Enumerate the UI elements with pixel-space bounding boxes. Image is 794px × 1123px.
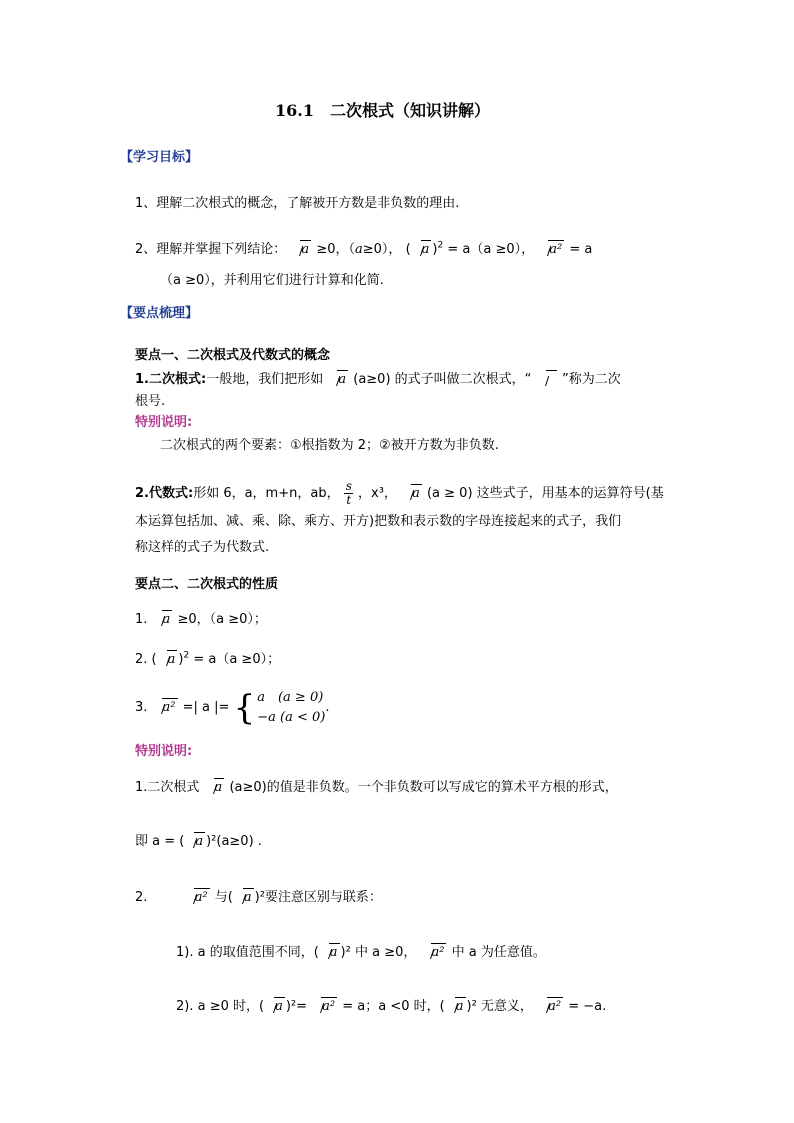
- def2: 2.代数式:形如 6，a，m+n，ab， $\frac{s}{t}$ ，x³， a (a ≥ 0) 这些式子，用基本的运算符号(基: [135, 479, 664, 508]
- goal-item-2-line2: （a ≥0），并利用它们进行计算和化简.: [160, 273, 384, 288]
- def1: 1.二次根式:一般地，我们把形如 a (a≥0) 的式子叫做二次根式，“ ”称为二次: [135, 372, 621, 387]
- def1-line2: 根号.: [135, 394, 166, 409]
- note2-item-2-2: 2). a ≥0 时，( a )²= a² = a；a <0 时，( a )² 无意义， a² = −a.: [176, 999, 607, 1014]
- note-label-2: 特别说明:: [135, 744, 193, 759]
- goal-item-2: 2、理解并掌握下列结论： a ≥0，（a≥0）， ( a )$^2$ = a（a ≥0）， a² = a: [135, 240, 593, 257]
- page-title: 16.1 二次根式（知识讲解）: [275, 101, 490, 120]
- note2-item-2: 2. a² 与( a )²要注意区别与联系：: [135, 890, 382, 905]
- note2-item-2-1: 1). a 的取值范围不同，( a )² 中 a ≥0， a² 中 a 为任意值。: [176, 945, 546, 960]
- note2-item-1: 1.二次根式 a (a≥0)的值是非负数。一个非负数可以写成它的算术平方根的形式，: [135, 780, 618, 795]
- goal-item-1: 1、理解二次根式的概念，了解被开方数是非负数的理由.: [135, 196, 460, 211]
- goals-heading: 【学习目标】: [120, 150, 199, 165]
- def2-line3: 称这样的式子为代数式.: [135, 540, 270, 555]
- sqrt-a: a: [291, 240, 311, 258]
- keypoints-heading: 【要点梳理】: [120, 306, 199, 321]
- note-label-1: 特别说明:: [135, 415, 193, 430]
- property-3: 3. a² =| a |= { a (a ≥ 0) −a (a < 0) .: [135, 687, 330, 728]
- point2-title: 要点二、二次根式的性质: [135, 577, 279, 592]
- piecewise-cases: { a (a ≥ 0) −a (a < 0): [233, 687, 326, 728]
- property-1: 1. a ≥0，（a ≥0）；: [135, 612, 267, 627]
- sqrt-a2: a²: [539, 240, 564, 258]
- point1-title: 要点一、二次根式及代数式的概念: [135, 348, 331, 363]
- property-2: 2. ( a )$^2$ = a（a ≥0）；: [135, 650, 281, 667]
- note2-item-1-line2: 即 a = ( a )²(a≥0) .: [135, 834, 262, 849]
- note1-text: 二次根式的两个要素：①根指数为 2；②被开方数为非负数.: [160, 438, 499, 453]
- fraction-s-over-t: $\frac{s}{t}$: [345, 479, 352, 508]
- def2-line2: 本运算包括加、减、乘、除、乘方、开方)把数和表示数的字母连接起来的式子，我们: [135, 514, 622, 529]
